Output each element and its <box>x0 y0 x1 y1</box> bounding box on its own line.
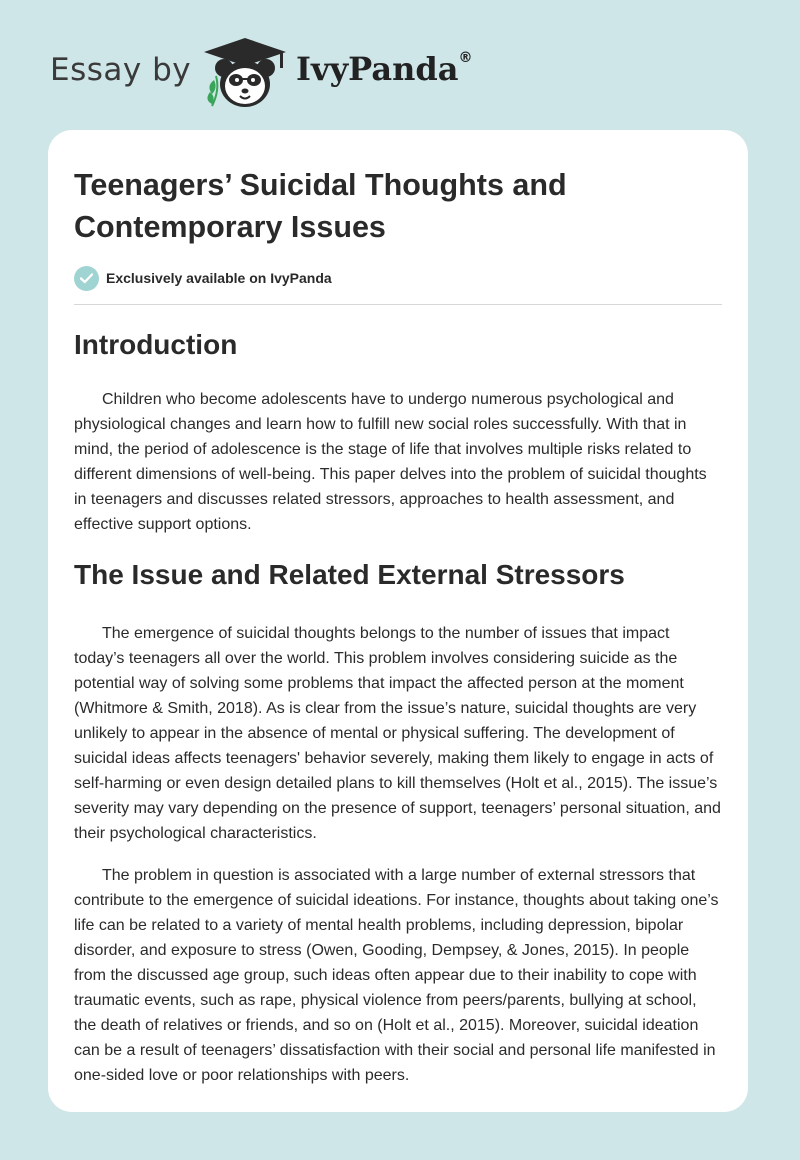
exclusive-badge <box>74 264 722 292</box>
divider <box>74 304 722 305</box>
paragraph: The problem in question is associated with a large number of external stressors that contribute to the emergence of suicidal ideations. For instance, thoughts about taking one’s life can be related to a variety of mental health problems, including depression, bipolar disorder, and exposure to stress (Owen, Gooding, Dempsey, & Jones, 2015). In people from the discussed age group, such ideas often appear due to their inability to cope with traumatic events, such as rape, physical violence from peers/parents, bullying at school, the death of relatives or friends, and so on (Holt et al., 2015). Moreover, suicidal ideation can be a result of teenagers’ dissatisfaction with their social and personal life manifested in one-sided love or poor relationships with peers. <box>74 867 719 1084</box>
registered-mark: ® <box>458 50 473 67</box>
section-heading-introduction: Introduction <box>74 329 238 360</box>
ivypanda-logo-icon[interactable] <box>202 36 288 110</box>
brand-text: IvyPanda <box>296 50 459 88</box>
exclusive-label: Exclusively available on IvyPanda <box>106 270 332 286</box>
site-header <box>0 0 800 130</box>
section-heading-issue: The Issue and Related External Stressors <box>74 559 625 590</box>
essay-by-label: Essay by <box>50 52 192 88</box>
paragraph: Children who become adolescents have to undergo numerous psychological and physiological changes and learn how to fulfill new social roles successfully. With that in mind, the period of adolescence is the stage of life that involves multiple risks related to different dimensions of well-being. This paper delves into the problem of suicidal thoughts in teenagers and discusses related stressors, approaches to health assessment, and effective support options. <box>74 391 707 533</box>
paragraph: The emergence of suicidal thoughts belongs to the number of issues that impact today’s teenagers all over the world. This problem involves considering suicide as the potential way of solving some problems that impact the affected person at the moment (Whitmore & Smith, 2018). As is clear from the issue’s nature, suicidal thoughts are very unlikely to appear in the absence of mental or physical suffering. The development of suicidal ideas affects teenagers' behavior severely, making them likely to engage in acts of self-harming or even design detailed plans to kill themselves (Holt et al., 2015). The issue’s severity may vary depending on the presence of support, teenagers’ personal situation, and their psychological characteristics. <box>74 625 721 842</box>
brand-name[interactable] <box>296 50 472 88</box>
article-title: Teenagers’ Suicidal Thoughts and Contemporary Issues <box>74 168 567 244</box>
check-circle-icon <box>74 266 99 291</box>
article-card <box>48 130 748 1112</box>
